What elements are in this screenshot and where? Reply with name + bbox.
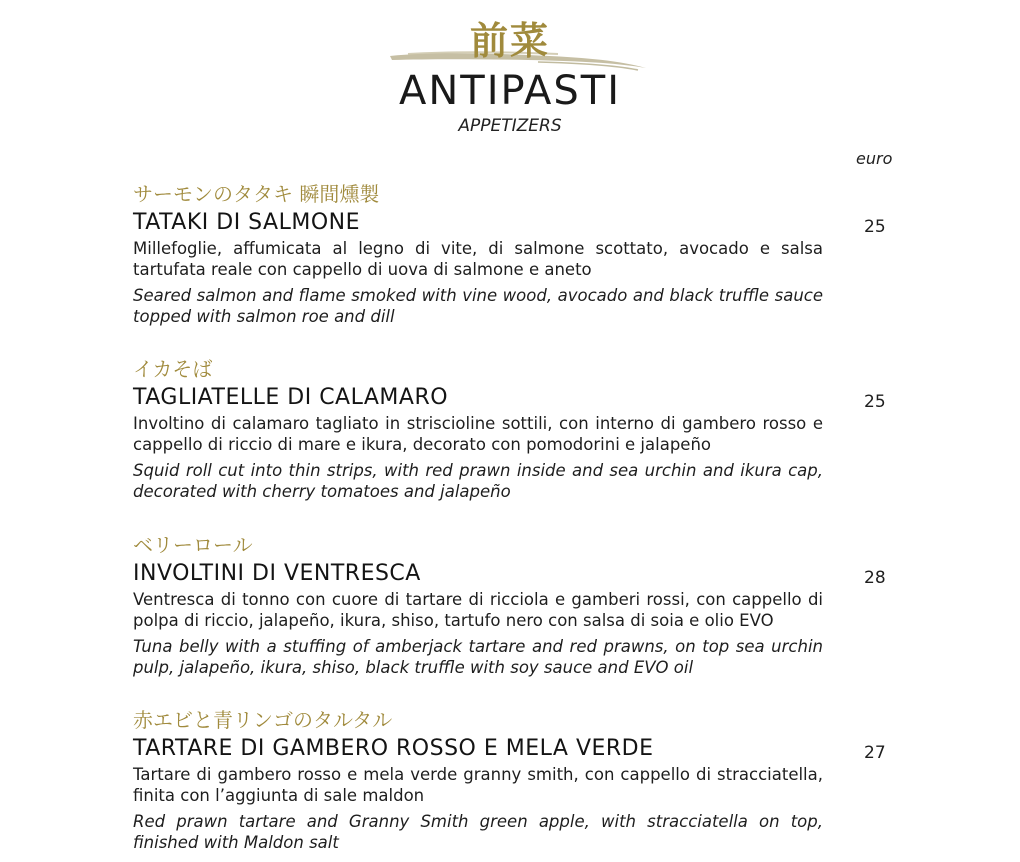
item-name: TATAKI DI SALMONE [133,210,361,235]
category-subtitle: APPETIZERS [458,116,562,136]
item-description-italian: Tartare di gambero rosso e mela verde granny smith, con cappello di stracciatella, finita con l’aggiunta di sale maldon [133,765,823,805]
item-description-english: Tuna belly with a stuffing of amberjack tartare and red prawns, on top sea urchin pulp, jalapeño, ikura, shiso, black truffle with soy sauce and EVO oil [133,637,823,677]
item-japanese-name: ベリーロール [133,533,253,557]
item-description-italian: Involtino di calamaro tagliato in striscioline sottili, con interno di gambero rosso e cappello di riccio di mare e ikura, decorato con pomodorini e jalapeño [133,414,823,454]
currency-label: euro [856,149,893,168]
item-price: 25 [864,217,886,237]
item-price: 27 [864,743,886,763]
item-description-italian: Millefoglie, affumicata al legno di vite, di salmone scottato, avocado e salsa tartufata reale con cappello di uova di salmone e aneto [133,239,823,279]
item-description-english: Seared salmon and flame smoked with vine wood, avocado and black truffle sauce topped with salmon roe and dill [133,286,823,326]
item-price: 25 [864,392,886,412]
menu-item-tagliatelle [133,356,913,502]
item-name: INVOLTINI DI VENTRESCA [133,561,421,586]
item-description-english: Squid roll cut into thin strips, with red prawn inside and sea urchin and ikura cap, decorated with cherry tomatoes and jalapeño [133,461,823,501]
menu-header [0,0,1020,140]
item-japanese-name: サーモンのタタキ 瞬間燻製 [133,182,380,206]
item-price: 28 [864,568,886,588]
menu-item-tataki [133,181,913,327]
item-description-italian: Ventresca di tonno con cuore di tartare di ricciola e gamberi rossi, con cappello di polpa di riccio, jalapeño, ikura, shiso, tartufo nero con salsa di soia e olio EVO [133,590,823,630]
menu-item-tartare [133,707,913,853]
item-name: TARTARE DI GAMBERO ROSSO E MELA VERDE [133,736,654,761]
category-title: ANTIPASTI [398,68,622,114]
item-japanese-name: イカそば [133,357,213,381]
category-kanji-title: 前菜 [469,19,550,63]
item-name: TAGLIATELLE DI CALAMARO [133,385,449,410]
menu-item-involtini [133,532,913,678]
item-description-english: Red prawn tartare and Granny Smith green apple, with stracciatella on top, finished with Maldon salt [133,812,823,852]
item-japanese-name: 赤エビと青リンゴのタルタル [133,708,393,732]
